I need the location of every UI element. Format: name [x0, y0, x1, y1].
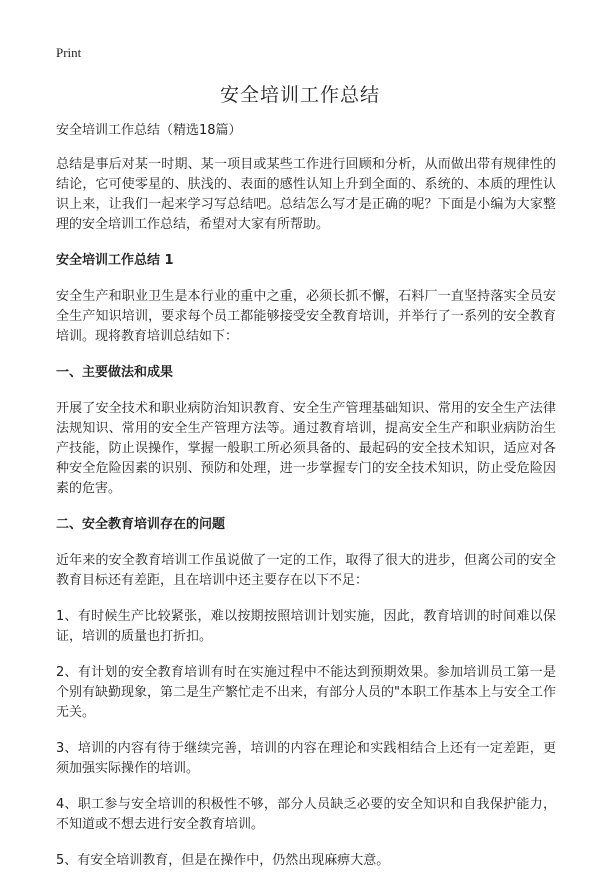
problem-item-2: 2、有计划的安全教育培训有时在实施过程中不能达到预期效果。参加培训员工第一是个别有缺勤现象，第二是生产繁忙走不出来，有部分人员的"本职工作基本上与安全工作无关。 [56, 665, 556, 720]
section-heading: 安全培训工作总结 1 [56, 253, 174, 268]
document-subtitle: 安全培训工作总结（精选18篇） [56, 123, 242, 138]
section-paragraph: 安全生产和职业卫生是本行业的重中之重，必须长抓不懈，石料厂一直坚持落实全员安全生产知识培训，要求每个员工都能够接受安全教育培训，并举行了一系列的安全教育培训。现将教育培训总结如下： [56, 289, 556, 344]
page-title: 安全培训工作总结 [219, 84, 380, 106]
document-body [56, 121, 556, 887]
problems-intro-paragraph: 近年来的安全教育培训工作虽说做了一定的工作，取得了很大的进步，但离公司的安全教育目标还有差距，且在培训中还主要存在以下不足： [56, 553, 556, 588]
print-link[interactable]: Print [56, 45, 82, 60]
problem-item-4: 4、职工参与安全培训的积极性不够，部分人员缺乏必要的安全知识和自我保护能力，不知道或不想去进行安全教育培训。 [56, 797, 556, 832]
achievements-paragraph: 开展了安全技术和职业病防治知识教育、安全生产管理基础知识、常用的安全生产法律法规知识、常用的安全生产管理方法等。通过教育培训，提高安全生产和职业病防治生产技能，防止误操作，掌握一般职工所必须具备的、最起码的安全技术知识，适应对各种安全危险因素的识别、预防和处理，进一步掌握专门的安全技术知识，防止受危险因素的危害。 [56, 401, 556, 496]
intro-paragraph: 总结是事后对某一时期、某一项目或某些工作进行回顾和分析，从而做出带有规律性的结论，它可使零星的、肤浅的、表面的感性认知上升到全面的、系统的、本质的理性认识上来，让我们一起来学习写总结吧。总结怎么写才是正确的呢？下面是小编为大家整理的安全培训工作总结，希望对大家有所帮助。 [56, 157, 556, 232]
problems-heading: 二、安全教育培训存在的问题 [56, 517, 226, 532]
problem-item-1: 1、有时候生产比较紧张，难以按期按照培训计划实施，因此，教育培训的时间难以保证，培训的质量也打折扣。 [56, 609, 556, 644]
problem-item-5: 5、有安全培训教育，但是在操作中，仍然出现麻痹大意。 [56, 853, 390, 868]
problem-item-3: 3、培训的内容有待于继续完善，培训的内容在理论和实践相结合上还有一定差距，更须加强实际操作的培训。 [56, 741, 556, 776]
achievements-heading: 一、主要做法和成果 [56, 365, 174, 380]
